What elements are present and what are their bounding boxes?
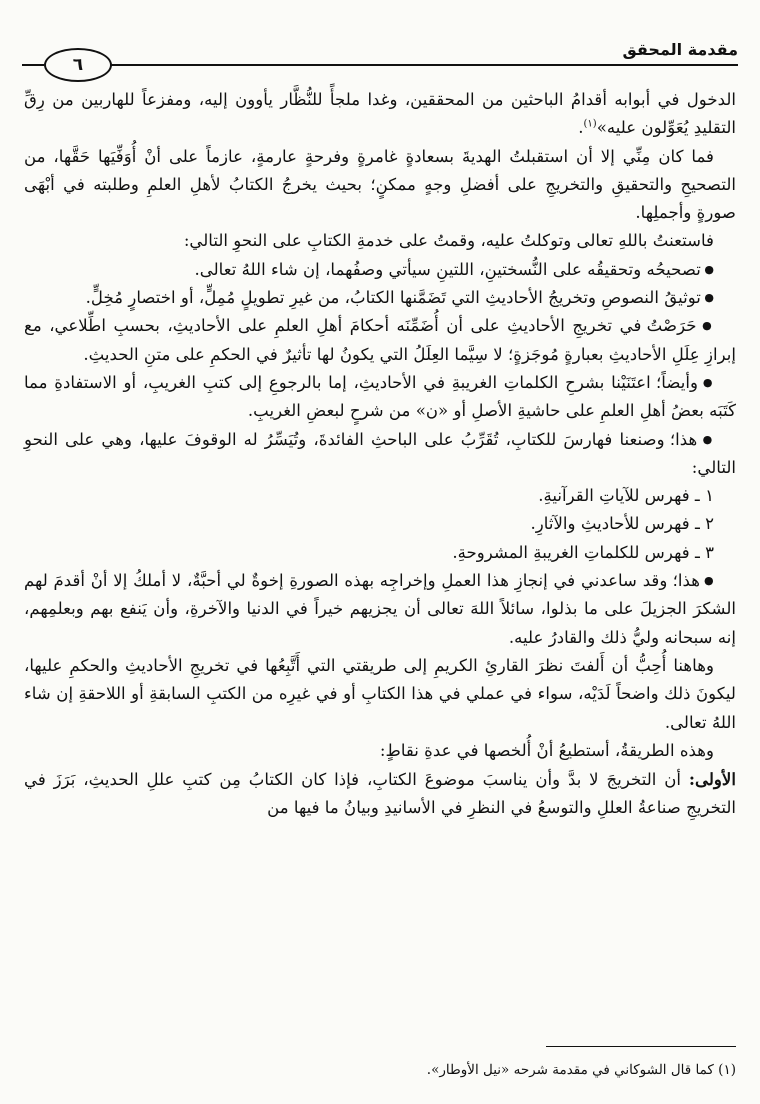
footnote-divider (546, 1046, 736, 1047)
footnote (24, 1062, 736, 1078)
running-title: مقدمة المحقق (622, 40, 738, 59)
bullet-item: ● تصحيحُه وتحقيقُه على النُّسختينِ، اللتينِ سيأتي وصفُهما، إن شاء اللهُ تعالى. (24, 256, 736, 284)
bullet-item: ● حَرَصْتُ في تخريجِ الأحاديثِ على أن أُضَمِّنَه أحكامَ أهلِ العلمِ على الأحاديثِ، بحسبِ اطِّلاعي، مع إبرازِ عِلَلِ الأحاديثِ بعبارةٍ مُوجَزةٍ؛ لا سِيَّما العِلَلُ التي يكونُ لها تأثيرٌ في الحكمِ على متنِ الحديثِ. (24, 312, 736, 369)
paragraph: وهاهنا أُحِبُّ أن أَلفتَ نظرَ القارئِ الكريمِ إلى طريقتي التي أَتَّبِعُها في تخريجِ الأحاديثِ والحكمِ عليها، ليكونَ ذلك واضحاً لَدَيْه، سواء في عملي في هذا الكتابِ أو في غيرِه من الكتبِ السابقةِ أو اللاحقةِ إن شاء اللهُ تعالى. (24, 655, 736, 732)
page-header (22, 40, 738, 80)
bullet-item: ● توثيقُ النصوصِ وتخريجُ الأحاديثِ التي تَضَمَّنها الكتابُ، من غيرِ تطويلٍ مُمِلٍّ، أو اختصارٍ مُخِلٍّ. (24, 284, 736, 312)
paragraph: فاستعنتُ باللهِ تعالى وتوكلتُ عليه، وقمتُ على خدمةِ الكتابِ على النحوِ التالي: (183, 231, 714, 251)
index-item: ٣ ـ فهرس للكلماتِ الغريبةِ المشروحةِ. (452, 542, 714, 562)
paragraph: الأولى: أن التخريجَ لا بدَّ وأن يناسبَ موضوعَ الكتابِ، فإذا كان الكتابُ مِن كتبِ عللِ الحديثِ، بَرَزَ في التخريجِ صناعةُ العللِ والتوسعُ في النظرِ في الأسانيدِ وبيانُ ما فيها من (24, 769, 736, 818)
point-lead: الأولى: (688, 769, 736, 790)
header-rule (110, 64, 738, 66)
paragraph: فما كان مِنِّي إلا أن استقبلتُ الهديةَ بسعادةٍ غامرةٍ وفرحةٍ عارمةٍ، عازماً على أنْ أُوَفِّيَها حَقَّها، من التصحيحِ والتحقيقِ والتخريجِ على أفضلِ وجهٍ ممكنٍ؛ بحيث يخرجُ الكتابُ لأهلِ العلمِ وطلبته في أبْهَى صورةٍ وأجملِها. (24, 146, 736, 223)
body-text (24, 86, 736, 823)
paragraph: الدخول في أبوابه أقدامُ الباحثين من المحققين، وغدا ملجأً للنُّظَّار يأوون إليه، ومفزعاً للهاربين من رِقِّ التقليدِ يُعَوِّلون عليه»$^{(١)}$. (24, 90, 736, 138)
footnote-number: (١) (718, 1062, 736, 1078)
page-number: ٦ (44, 48, 112, 82)
index-item: ١ ـ فهرس للآياتِ القرآنيةِ. (538, 486, 714, 506)
footnote-marker: (١) (583, 118, 597, 130)
footnote-text: كما قال الشوكاني في مقدمة شرحه «نيل الأوطار». (426, 1062, 714, 1078)
bullet-item: ● هذا؛ وصنعنا فهارسَ للكتابِ، تُقَرِّبُ على الباحثِ الفائدةَ، وتُيَسِّرُ له الوقوفَ عليها، وهي على النحوِ التالي: (24, 426, 736, 483)
bullet-item: ● هذا؛ وقد ساعدني في إنجازِ هذا العملِ وإخراجِه بهذه الصورةِ إخوةٌ لي أحبَّةٌ، لا أملكُ إلا أنْ أقدمَ لهم الشكرَ الجزيلَ على ما بذلوا، سائلاً اللهَ تعالى أن يجزيهم خيراً في الدنيا والآخرةِ، وأن يَنفع بهم وبعلمِهم، إنه سبحانه وليُّ ذلك والقادرُ عليه. (24, 567, 736, 652)
index-item: ٢ ـ فهرس للأحاديثِ والآثارِ. (530, 514, 714, 534)
paragraph: وهذه الطريقةُ، أستطيعُ أنْ أُلخصها في عدةِ نقاطٍ: (379, 740, 714, 760)
header-rule-left (22, 64, 44, 66)
bullet-item: ● وأيضاً؛ اعتَنَيْنا بشرحِ الكلماتِ الغريبةِ في الأحاديثِ، إما بالرجوعِ إلى كتبِ الغريبِ، أو الاستفادةِ مما كَتَبَه بعضُ أهلِ العلمِ على حاشيةِ الأصلِ أو «ن» من شرحٍ لبعضِ الغريبِ. (24, 369, 736, 426)
